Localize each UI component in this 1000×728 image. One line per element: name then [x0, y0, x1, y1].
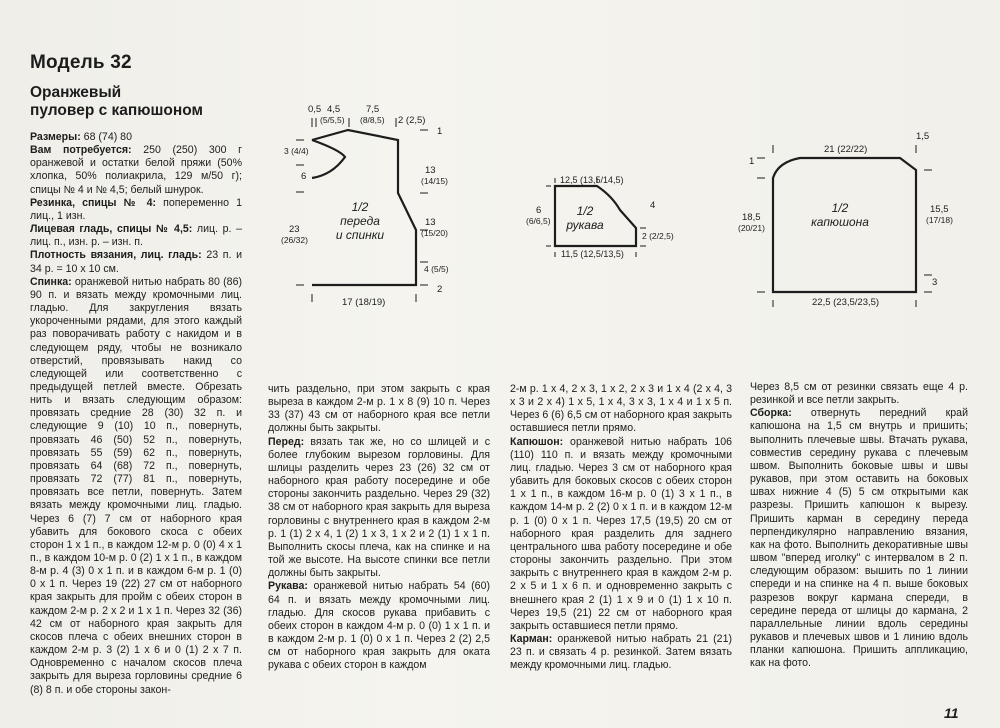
- sleeve-dim-left: 6: [536, 205, 542, 216]
- body-dim-neck-depth: 3 (4/4): [284, 146, 309, 156]
- sleeve-dim-left-sizes: (6/6,5): [526, 216, 551, 226]
- gauge-label: Плотность вязания, лиц. гладь:: [30, 249, 202, 262]
- pocket-value: оранжевой нитью набрать 21 (21) 23 п. и связать 4 р. резинкой. Затем вязать между кромочными лиц. гладью.: [510, 632, 732, 672]
- body-piece-name-3: и спинки: [335, 228, 385, 242]
- body-dim-slit: 4 (5/5): [424, 264, 449, 274]
- sleeve-dim-bottom: 11,5 (12,5/13,5): [561, 249, 624, 259]
- hood-dim-back: 15,5: [930, 204, 949, 215]
- hood-piece-name-1: 1/2: [831, 201, 849, 215]
- sizes-value: 68 (74) 80: [80, 131, 132, 143]
- page-number: 11: [944, 705, 959, 721]
- hood-dim-bottom-edge: 3: [932, 277, 938, 288]
- pocket-continued: Через 8,5 см от резинки связать еще 4 р. резинкой и все петли закрыть.: [750, 381, 968, 407]
- stockinette-label: Лицевая гладь, спицы № 4,5:: [30, 223, 193, 236]
- hood-piece-name-2: капюшона: [811, 215, 869, 229]
- body-dim-top-c-sizes: (8/8,5): [360, 115, 385, 125]
- hood-dim-corner: 1,5: [916, 131, 930, 142]
- body-dim-top-c: 7,5: [366, 104, 380, 115]
- body-dim-width: 17 (18/19): [342, 297, 386, 308]
- back-label: Спинка:: [30, 275, 72, 288]
- sleeves-label: Рукава:: [268, 580, 308, 593]
- hood-dim-front-fold: 1: [749, 156, 755, 167]
- body-dim-armhole: 6: [301, 171, 307, 182]
- body-dim-top-a: 0,5: [308, 104, 322, 115]
- body-dim-rib: 2: [437, 284, 443, 295]
- hood-piece-name: [808, 201, 872, 229]
- model-title: Модель 32: [30, 52, 132, 73]
- sizes-label: Размеры:: [30, 131, 81, 143]
- subtitle-line-2: пуловер с капюшоном: [30, 102, 203, 119]
- body-dim-height: 23: [289, 224, 300, 235]
- sleeve-piece-name-2: рукава: [566, 218, 604, 232]
- subtitle-line-1: Оранжевый: [30, 84, 122, 101]
- body-dim-side: 13: [425, 217, 436, 228]
- hood-dim-width: 22,5 (23,5/23,5): [812, 297, 880, 308]
- body-dim-upper: 13: [425, 165, 436, 176]
- body-piece-name: [334, 200, 386, 242]
- front-label: Перед:: [268, 435, 305, 448]
- back-continued: чить раздельно, при этом закрыть с края выреза в каждом 2-м р. 1 х 8 (9) 10 п. Через 33 (37) 43 см от наборного края все петли должны быть закрыты.: [268, 383, 490, 435]
- back-value: оранжевой нитью набрать 80 (86) 90 п. и вязать между кромочными лиц. гладью. Для закругления вязать укороченными рядами, для этого каждый раз поворачивать работу с накидом и в следующем ряду, чтобы не возникало отверстий, провязывать накид со следующей или соответственно с предыдущей петлей вместе. Обрезать нить и вязать следующим образом: провязать средние 28 (30) 32 п. и следующие 9 (10) 10 п., повернуть, провязать 46 (50) 52 п., повернуть, провязать 55 (59) 62 п., повернуть, провязать 64 (68) 72 п., повернуть, провязать 72 (77) 81 п., повернуть, провязать все петли, повернуть. Затем вязать между кромочными лиц. гладью. Через 6 (7) 7 см от наборного края убавить для бокового скоса с обеих сторон 1 х 1 п., в каждом 12-м р. 0 (0) 4 х 1 п., в каждом 10-м р. 0 (2) 1 х 1 п., в каждом 8-м р. 4 (3) 0 х 1 п. и в каждом 6-м р. 1 (0) 0 х 1 п. Через 19 (22) 27 см от наборного края закрыть для пройм с обеих сторон в каждом 2-м р. 2 х 2 и 1 х 1 п. Через 32 (36) 42 см от наборного края закрыть для скосов плеча с обеих внешних сторон в каждом 2-м р. 3 (2) 1 х 6 и 0 (1) 2 х 7 п. Одновременно с началом скосов плеча закрыть для выреза горловины средние 6 (8) 8 п. и обе стороны закон-: [30, 275, 242, 696]
- gauge-value: 23 п. и 34 р. = 10 х 10 см.: [30, 249, 242, 275]
- rib-label: Резинка, спицы № 4:: [30, 196, 157, 209]
- body-dim-height-sizes: (26/32): [281, 235, 308, 245]
- materials-value: 250 (250) 300 г оранжевой и остатки белой пряжи (50% хлопка, 50% полиакрила, 129 м/50 г); спицы № 4 и № 4,5; белый шнурок.: [30, 144, 242, 196]
- body-dim-top-b-sizes: (5/5,5): [320, 115, 345, 125]
- stockinette-value: лиц. р. – лиц. п., изн. р. – изн. п.: [30, 223, 242, 249]
- body-dim-shoulder: 1: [437, 126, 443, 137]
- sleeves-value: оранжевой нитью набрать 54 (60) 64 п. и вязать между кромочными лиц. гладью. Для скосов рукава прибавить с обеих сторон в каждом 4-м р. 0 (0) 1 х 1 п. и в каждом 2-м р. 1 (0) 0 х 1 п. Через 2 (2) 2,5 см от наборного края закрыть для оката рукава с обеих сторон в каждом: [268, 580, 490, 672]
- assembly-value: отвернуть передний край капюшона на 1,5 см внутрь и пришить; выполнить плечевые швы. Втачать рукава, совместив середину рукава с плечевым швом. Выполнить боковые швы и швы рукавов, при этом оставить на боковых швах нижние 4 (5) 5 см открытыми как разрезы. Пришить капюшон к вырезу. Пришить карман в середину переда перпендикулярно направлению вязания, как на фото. Выполнить декоративные швы швом "вперед иголку" с интервалом в 2 п. следующим образом: вышить по 1 линии спереди и на спинке на 4 п. выше боковых разрезов вокруг кармана спереди, в середине переда от шлицы до кармана, 2 параллельные линии вдоль середины рукавов и плечевых швов и 1 линию вдоль планки капюшона. Пришить аппликацию, как на фото.: [750, 407, 968, 670]
- hood-dim-height: 18,5: [742, 212, 761, 223]
- rib-value: попеременно 1 лиц., 1 изн.: [30, 196, 242, 222]
- sleeves-continued: 2-м р. 1 х 4, 2 х 3, 1 х 2, 2 х 3 и 1 х 4 (2 х 4, 3 х 3 и 2 х 4) 1 х 5, 1 х 4, 3 х 3, 1 х 4 и 1 х 5 п. Через 6 (6) 6,5 см от наборного края закрыть оставшиеся петли прямо.: [510, 383, 732, 435]
- front-value: вязать так же, но со шлицей и с более глубоким вырезом горловины. Для шлицы разделить через 23 (26) 32 см от наборного края работу посередине и обе стороны закончить раздельно. Через 29 (32) 38 см от наборного края закрыть для выреза горловины с внутреннего края в каждом 2-м р. 1 (1) 2 х 4, 1 (2) 1 х 3, 1 х 2 и 2 (1) 1 х 1 п. Выполнить скосы плеча, как на спинке и на той же высоте. На высоте спинки все петли должны быть закрыты.: [268, 435, 490, 580]
- sleeve-dim-cuff: 2 (2/2,5): [642, 231, 674, 241]
- hood-dim-height-sizes: (20/21): [738, 223, 765, 233]
- body-dim-upper-sizes: (14/15): [421, 176, 448, 186]
- body-dim-shoulder-drop: 2 (2,5): [398, 115, 426, 126]
- body-dim-side-sizes: (15/20): [421, 228, 448, 238]
- materials-label: Вам потребуется:: [30, 144, 132, 157]
- body-dim-top-b: 4,5: [327, 104, 341, 115]
- hood-dim-back-sizes: (17/18): [926, 215, 953, 225]
- sleeve-dim-top: 12,5 (13,5/14,5): [560, 175, 624, 185]
- pocket-label: Карман:: [510, 632, 553, 645]
- assembly-label: Сборка:: [750, 407, 792, 420]
- hood-dim-top: 21 (22/22): [824, 144, 868, 155]
- hood-label: Капюшон:: [510, 435, 564, 448]
- hood-value: оранжевой нитью набрать 106 (110) 110 п. и вязать между кромочными лиц. гладью. Через 3 см от наборного края убавить для боковых скосов с обеих сторон 1 х 1 п., в каждом 16-м р. 0 (1) 3 х 1 п., в каждом 14-м р. 2 (2) 0 х 1 п. и в каждом 12-м р. 1 (0) 0 х 1 п. Через 17,5 (19,5) 20 см от наборного края разделить для заднего центрального шва работу посередине и обе стороны закончить раздельно. При этом закрыть с внутреннего края в каждом 2-м р. 2 х 5 и 1 х 6 п. и одновременно закрыть с внешнего края 2 (1) 1 х 9 и 0 (1) 1 х 10 п. Через 19,5 (21) 22 см от наборного края закрыть оставшиеся петли прямо.: [510, 435, 732, 632]
- body-piece-name-2: переда: [340, 214, 380, 228]
- sleeve-dim-cap: 4: [650, 200, 656, 211]
- sleeve-piece-name: [565, 204, 605, 232]
- sleeve-piece-name-1: 1/2: [576, 204, 594, 218]
- body-piece-name-1: 1/2: [351, 200, 369, 214]
